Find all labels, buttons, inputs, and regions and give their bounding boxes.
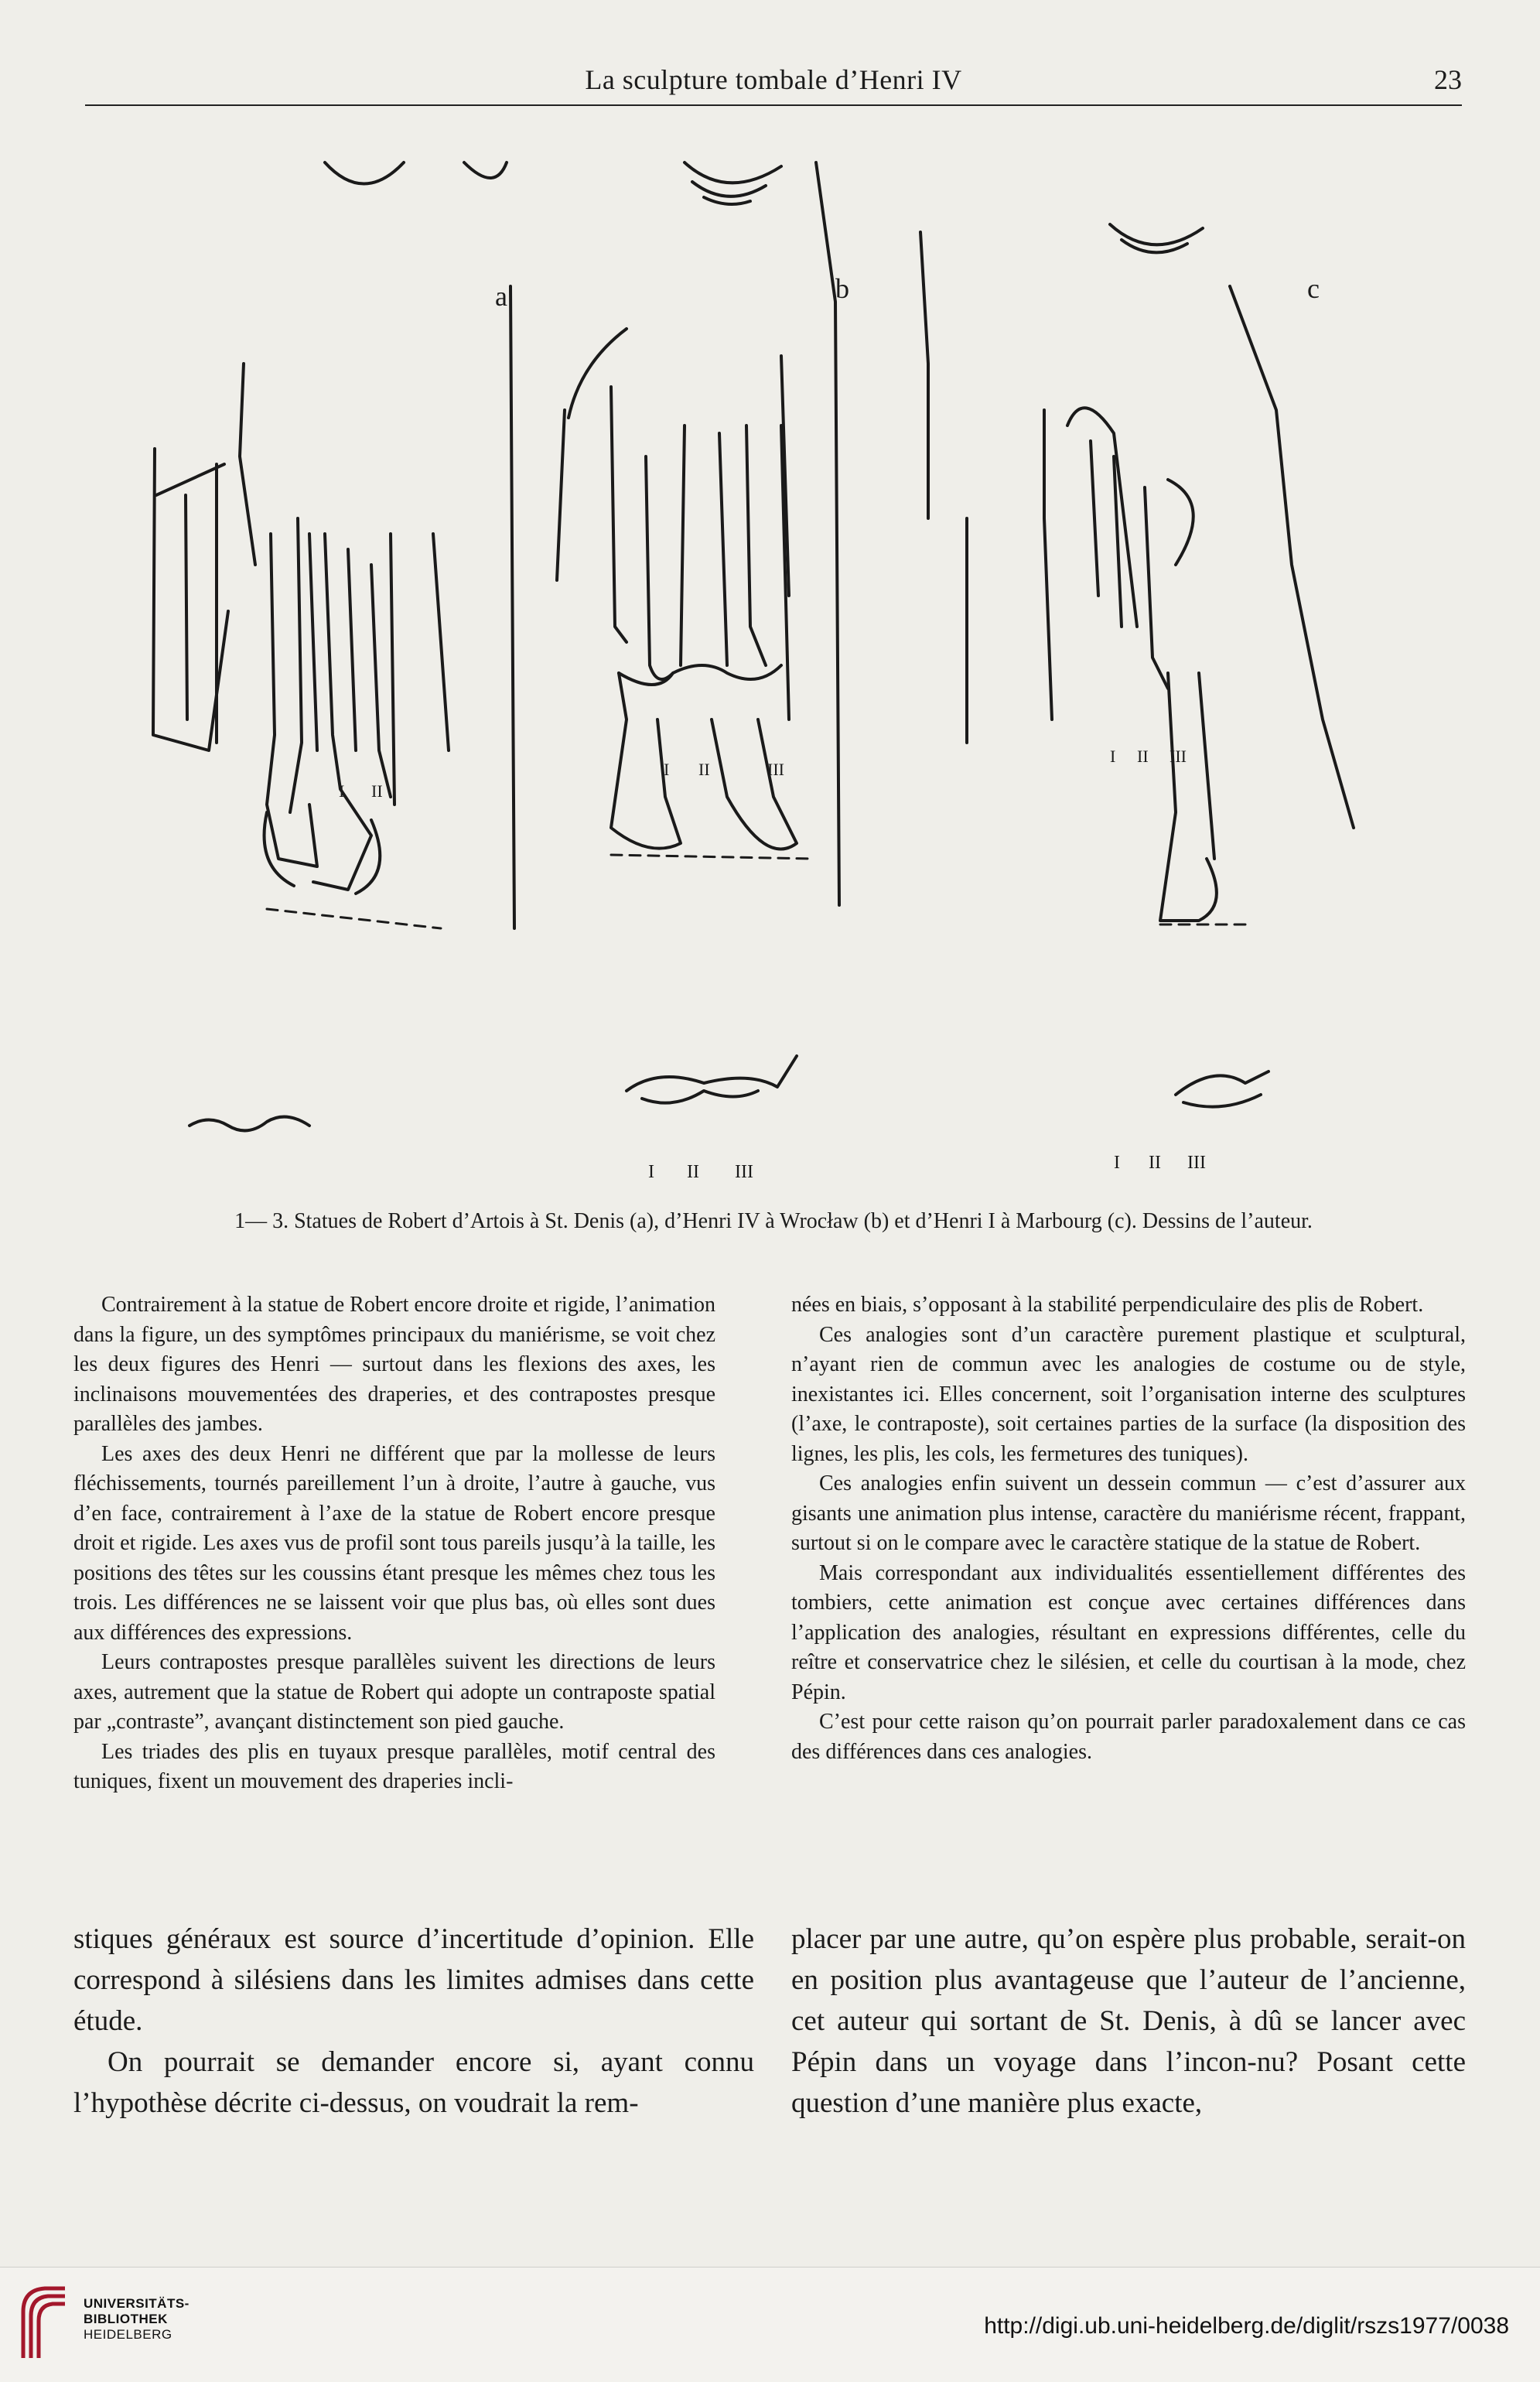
bottom-column-right <box>791 1919 1466 2124</box>
drawing-b <box>557 162 839 1103</box>
paragraph: nées en biais, s’opposant à la stabilité perpendiculaire des plis de Robert. <box>791 1293 1424 1317</box>
bottom-c-2: II <box>1149 1153 1161 1173</box>
text-column-left <box>73 1290 715 1797</box>
paragraph: stiques généraux est source d’incertitude d’opinion. Elle correspond à silésiens dans les limites admises dans cette étude. <box>73 1923 754 2037</box>
paragraph: Les triades des plis en tuyaux presque parallèles, motif central des tuniques, fixent un mouvement des draperies incli- <box>73 1739 715 1793</box>
bottom-b-1: I <box>648 1162 654 1182</box>
label-a: a <box>495 281 507 312</box>
roman-a-1: I <box>339 781 345 801</box>
paragraph: On pourrait se demander encore si, ayant connu l’hypothèse décrite ci-dessus, on voudrait la rem- <box>73 2046 754 2119</box>
header-rule <box>85 104 1462 106</box>
paragraph: Ces analogies enfin suivent un dessein commun — c’est d’assurer aux gisants une animation plus intense, caractère du maniérisme récent, frappant, surtout si on le compare avec le caractère statique de la statue de Robert. <box>791 1471 1466 1555</box>
page-number: 23 <box>1434 64 1462 95</box>
paragraph: placer par une autre, qu’on espère plus probable, serait-on en position plus avantageuse que l’auteur de l’ancienne, cet auteur qui sortant de St. Denis, à dû se lancer avec Pépin dans un voyage dans l’incon-nu? Posant cette question d’une manière plus exacte, <box>791 1923 1466 2119</box>
bottom-b-3: III <box>735 1162 753 1182</box>
roman-a-2: II <box>371 781 383 801</box>
paragraph: C’est pour cette raison qu’on pourrait parler paradoxalement dans ce cas des différences dans ces analogies. <box>791 1710 1466 1764</box>
bottom-c-1: I <box>1114 1153 1120 1173</box>
bottom-column-left <box>73 1919 754 2124</box>
statue-drawings <box>116 132 1423 1199</box>
paragraph: Ces analogies sont d’un caractère purement plastique et sculptural, n’ayant rien de commun avec les analogies de costume ou de style, inexistantes ici. Elles concernent, soit l’organisation interne des sculptures (l’axe, le contraposte), soit certaines parties de la surface (la disposition des lignes, les plis, les cols, les fermetures des tuniques). <box>791 1322 1466 1466</box>
paragraph: Les axes des deux Henri ne différent que par la mollesse de leurs fléchissements, tournés pareillement l’un à droite, l’autre à gauche, vus d’en face, contrairement à l’axe de la statue de Robert encore presque droit et rigide. Les axes vus de profil sont tous pareils jusqu’à la taille, les positions des têtes sur les coussins étant presque les mêmes chez tous les trois. Les différences ne se laissent voir que plus bas, où elles sont dues aux différences des expressions. <box>73 1441 715 1645</box>
roman-c-1: I <box>1110 747 1116 766</box>
roman-c-3: III <box>1170 747 1187 766</box>
text-column-right <box>791 1290 1466 1767</box>
roman-b-2: II <box>698 760 710 779</box>
roman-c-2: II <box>1137 747 1149 766</box>
paragraph: Mais correspondant aux individualités essentiellement différentes des tombiers, cette animation est conçue avec certaines différences dans l’application des analogies, résultant en expressions différentes, celle du reître et conservatrice chez le silésien, et celle du courtisan à la mode, chez Pépin. <box>791 1560 1466 1704</box>
library-name: UNIVERSITÄTS- BIBLIOTHEK HEIDELBERG <box>84 2296 190 2342</box>
figure-caption: 1— 3. Statues de Robert d’Artois à St. Denis (a), d’Henri IV à Wrocław (b) et d’Henri I à Marbourg (c). Dessins de l’auteur. <box>234 1209 1313 1233</box>
running-title: La sculpture tombale d’Henri IV <box>585 64 962 95</box>
source-url-link[interactable]: http://digi.ub.uni-heidelberg.de/diglit/rszs1977/0038 <box>984 2313 1509 2339</box>
running-head <box>85 63 1462 104</box>
drawing-a <box>153 162 514 1130</box>
bottom-b-2: II <box>687 1162 699 1182</box>
label-c: c <box>1307 273 1320 304</box>
roman-b-3: III <box>767 760 784 779</box>
label-b: b <box>835 273 849 304</box>
library-logo-icon <box>17 2281 71 2366</box>
paragraph: Leurs contrapostes presque parallèles suivent les directions de leurs axes, autrement que la statue de Robert qui adopte un contraposte spatial par „contraste”, avançant distinctement son pied gauche. <box>73 1650 715 1734</box>
bottom-c-3: III <box>1187 1153 1206 1173</box>
paragraph: Contrairement à la statue de Robert encore droite et rigide, l’animation dans la figure, un des symptômes principaux du maniérisme, se voit chez les deux figures des Henri — surtout dans les flexions des axes, les inclinaisons mouvementées des draperies, et des contrapostes presque parallèles des jambes. <box>73 1293 715 1436</box>
roman-b-1: I <box>664 760 670 779</box>
figure-drawings <box>116 132 1423 1199</box>
drawing-c <box>920 224 1354 1107</box>
